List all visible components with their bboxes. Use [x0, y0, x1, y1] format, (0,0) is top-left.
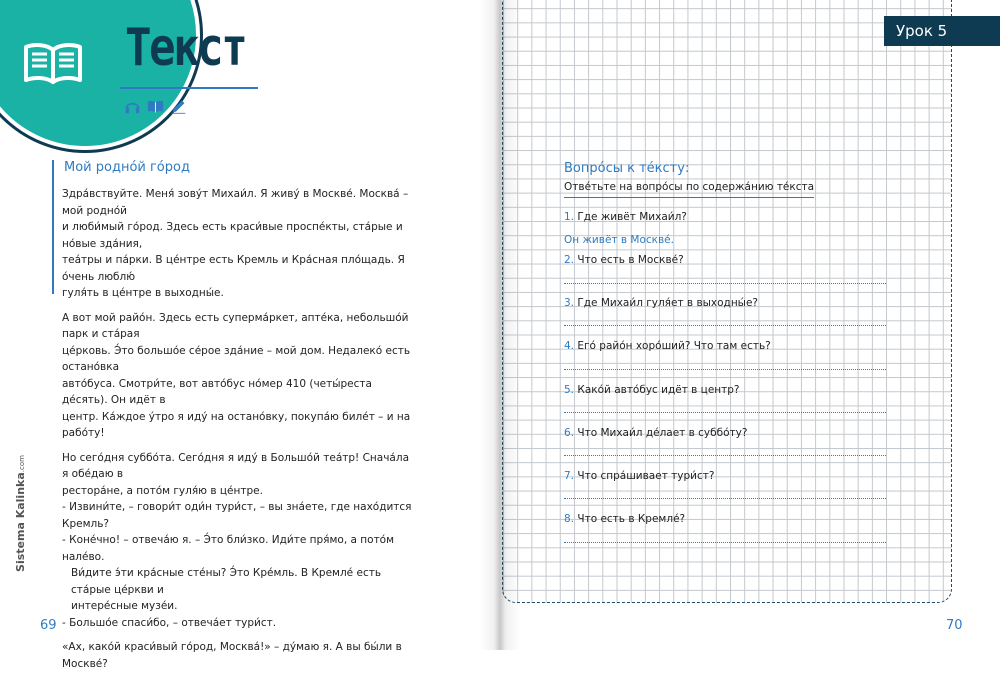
text-line: Но сего́дня суббо́та. Сего́дня я иду́ в Большо́й теа́тр! Снача́ла я обе́даю в: [62, 451, 409, 480]
brand-name: Sistema Kalinka: [13, 472, 27, 572]
answer-line[interactable]: [564, 325, 886, 326]
answer-line[interactable]: [564, 369, 886, 370]
text-line: рестора́не, а пото́м гуля́ю в це́нтре.: [62, 484, 263, 497]
question-number: 7.: [564, 470, 575, 482]
reading-text: [62, 186, 412, 680]
question-number: 1.: [564, 211, 575, 223]
question-text: Что спра́шивает тури́ст?: [577, 470, 715, 482]
text-title-label: Мой родно́й го́род: [64, 160, 190, 175]
questions-title: Вопро́сы к те́ксту:: [564, 161, 690, 176]
text-line: авто́буса. Смотри́те, вот авто́бус но́мер 410 (четы́реста де́сять). Он идёт в: [62, 377, 372, 406]
text-line: центр. Ка́ждое у́тро я иду́ на остано́вку, покупа́ю биле́т – и на рабо́ту!: [62, 410, 411, 439]
question-number: 2.: [564, 254, 575, 266]
closing-line: «Ах, како́й краси́вый го́род, Москва́!» – ду́маю я. А вы бы́ли в Москве́?: [62, 641, 402, 670]
question-3: [564, 297, 758, 309]
dialogue-line: - Большо́е спаси́бо, – отвеча́ет тури́ст.: [62, 616, 277, 629]
answer-line[interactable]: [564, 412, 886, 413]
question-2: [564, 254, 684, 266]
example-answer: Он живёт в Москве́.: [564, 234, 674, 246]
question-7: [564, 470, 714, 482]
question-number: 8.: [564, 513, 575, 525]
dialogue-line: - Извини́те, – говори́т оди́н тури́ст, – вы зна́ете, где нахо́дится Кремль?: [62, 501, 412, 530]
text-line: це́рковь. Э́то большо́е се́рое зда́ние – мой дом. Недалеко́ есть остано́вка: [62, 344, 411, 373]
answer-line[interactable]: [564, 542, 886, 543]
headphones-icon: [124, 98, 141, 115]
brand-logo: [2, 455, 32, 585]
question-8: [564, 513, 685, 525]
question-text: Что есть в Кремле́?: [577, 513, 686, 525]
question-1: [564, 211, 687, 223]
answer-line[interactable]: [564, 498, 886, 499]
brand-text: [14, 455, 27, 572]
question-text: Что Михаи́л де́лает в суббо́ту?: [577, 427, 748, 439]
pencil-icon: [170, 98, 187, 115]
question-text: Что есть в Москве́?: [577, 254, 684, 266]
question-5: [564, 384, 740, 396]
question-number: 6.: [564, 427, 575, 439]
questions-instruction: Отве́тьте на вопро́сы по содержа́нию те́кста: [564, 181, 814, 198]
dialogue-line: Ви́дите э́ти кра́сные сте́ны? Э́то Кре́мль. В Кремле́ есть ста́рые це́ркви и: [71, 567, 382, 596]
question-text: Како́й авто́бус идёт в центр?: [577, 384, 740, 396]
page-title: Текст: [125, 18, 246, 78]
paragraph-3: [62, 450, 412, 500]
text-line: А вот мой райо́н. Здесь есть суперма́ркет, апте́ка, небольшо́й парк и ста́рая: [62, 311, 409, 340]
question-number: 4.: [564, 340, 575, 352]
question-text: Где живёт Михаи́л?: [577, 211, 687, 223]
question-6: [564, 427, 747, 439]
brand-suffix: .com: [17, 455, 26, 473]
dialogue-line: интере́сные музе́и.: [71, 600, 178, 612]
open-book-icon: [22, 40, 84, 86]
answer-line[interactable]: [564, 455, 886, 456]
question-text: Его́ райо́н хоро́ший? Что там есть?: [577, 340, 771, 352]
page-number-left: 69: [40, 618, 57, 633]
text-line: Здра́вствуйте. Меня́ зову́т Михаи́л. Я живу́ в Москве́. Москва́ – мой родно́й: [62, 188, 409, 217]
question-4: [564, 340, 771, 352]
text-line: теа́тры и па́рки. В це́нтре есть Кремль и Кра́сная пло́щадь. Я о́чень люблю́: [62, 254, 405, 283]
lesson-tab: Урок 5: [884, 16, 1000, 46]
paragraph-2: [62, 310, 412, 442]
dialogue-line: - Коне́чно! – отвеча́ю я. – Э́то бли́зко. Иди́те пря́мо, а пото́м нале́во.: [62, 534, 395, 563]
paragraph-1: [62, 186, 412, 302]
question-text: Где Михаи́л гуля́ет в выходны́е?: [577, 297, 759, 309]
question-number: 3.: [564, 297, 575, 309]
text-line: и люби́мый го́род. Здесь есть краси́вые проспе́кты, ста́рые и но́вые зда́ния,: [62, 221, 403, 250]
answer-line[interactable]: [564, 283, 886, 284]
activity-icons: [124, 98, 187, 115]
question-number: 5.: [564, 384, 575, 396]
book-icon: [147, 98, 164, 115]
text-line: гуля́ть в це́нтре в выходны́е.: [62, 287, 224, 299]
title-underline: [120, 87, 258, 89]
page-number-right: 70: [946, 618, 963, 633]
